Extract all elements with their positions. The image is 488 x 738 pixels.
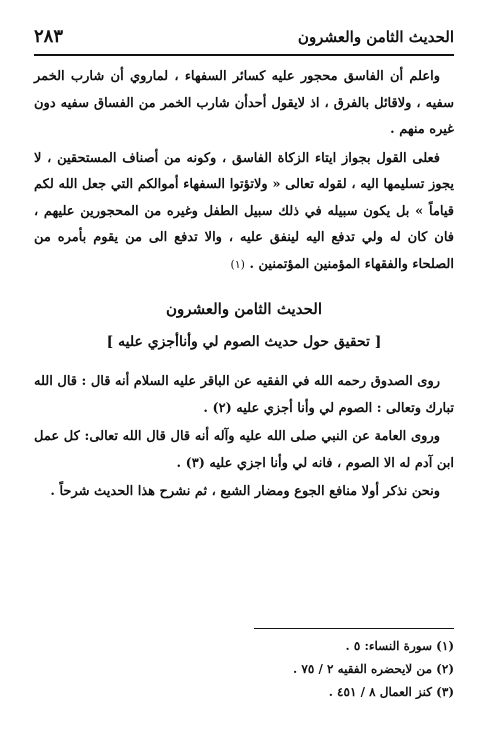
footnote-1: (١) سورة النساء: ٥ . <box>345 639 454 653</box>
footnote-2: (٢) من لايحضره الفقيه ٢ / ٧٥ . <box>293 662 454 676</box>
page-number: ٢٨٣ <box>34 26 64 47</box>
running-title: الحديث الثامن والعشرون <box>297 28 454 46</box>
footnote-3: (٣) كنز العمال ٨ / ٤٥١ . <box>328 685 454 699</box>
page-header <box>34 28 454 56</box>
footnotes <box>254 628 454 704</box>
section-title: الحديث الثامن والعشرون <box>165 300 323 318</box>
paragraph-explanation-intro: ونحن نذكر أولا منافع الجوع ومضار الشبع ، ثم نشرح هذا الحديث شرحاً . <box>50 484 440 499</box>
paragraph-fasiq-mahjur: واعلم أن الفاسق محجور عليه كسائر السفهاء ، لماروي أن شارب الخمر سفيه ، ولاقائل بالفرق ، اذ لايقول أحدأن شارب الخمر من الفساق سفيه دون غيره منهم . <box>34 69 454 137</box>
paragraph-amma-narration: وروى العامة عن النبي صلى الله عليه وآله أنه قال قال الله تعالى: كل عمل ابن آدم له الا الصوم ، فانه لي وأنا اجزي عليه (٣) . <box>34 429 454 471</box>
section-subtitle: [ تحقيق حول حديث الصوم لي وأناأجزي عليه ] <box>106 333 382 350</box>
paragraph-saduq-narration: روى الصدوق رحمه الله في الفقيه عن الباقر عليه السلام أنه قال : قال الله تبارك وتعالى : الصوم لي وأنا أجزي عليه (٢) . <box>34 374 454 416</box>
paragraph-zakat-fasiq <box>34 146 454 279</box>
footnote-marker-1: (١) <box>230 257 245 271</box>
paragraph-zakat-fasiq-text: فعلى القول بجواز ايتاء الزكاة الفاسق ، وكونه من أصناف المستحقين ، لا يجوز تسليمها اليه ، لقوله تعالى « ولاتؤتوا السفهاء أموالكم التي جعل الله لكم قياماً » بل يكون سبيله في ذلك سبيل الطفل وغيره من المحجورين عليهم ، فان كان له ولي تدفع اليه لينفق عليه ، والا تدفع الى من يقوم بأمره من الصلحاء والفقهاء المؤمنين المؤتمنين . <box>34 150 454 272</box>
main-text <box>34 64 454 506</box>
footnote-divider <box>254 628 454 629</box>
